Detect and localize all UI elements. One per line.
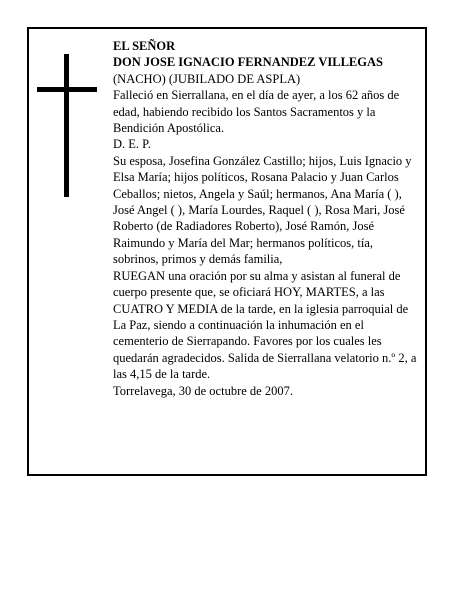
funeral-request: RUEGAN una oración por su alma y asistan al funeral de cuerpo presente que, se oficiará HOY, MARTES, a las CUATRO Y MEDIA de la tarde, en la iglesia parroquial de La Paz, siendo a continuación la inhumación en el cementerio de Sierrapando. Favores por los cuales les quedarán agradecidos. Salida de Sierrallana velatorio n.º 2, a las 4,15 de la tarde.	[113, 268, 417, 382]
notice-heading: EL SEÑOR	[113, 39, 176, 53]
deceased-name: DON JOSE IGNACIO FERNANDEZ VILLEGAS	[113, 55, 383, 70]
family-list: Su esposa, Josefina González Castillo; hijos, Luis Ignacio y Elsa María; hijos políticos, Rosana Palacio y Juan Carlos Ceballos; nietos, Angela y Saúl; hermanos, Ana María ( ), José Angel ( ), María Lourdes, Raquel ( ), Rosa Mari, José Roberto (de Radiadores Roberto), José Ramón, José Raimundo y María del Mar; hermanos políticos, tía, sobrinos, primos y demás familia,	[113, 153, 412, 267]
cross-icon	[37, 54, 97, 197]
cross-horizontal-bar	[37, 87, 97, 92]
place-date: Torrelavega, 30 de octubre de 2007.	[113, 383, 293, 398]
deceased-nickname: (NACHO) (JUBILADO DE ASPLA)	[113, 71, 301, 86]
rip-line: D. E. P.	[113, 137, 151, 152]
cross-vertical-bar	[64, 54, 69, 197]
obituary-text	[113, 38, 417, 399]
death-announcement: Falleció en Sierrallana, en el día de ayer, a los 62 años de edad, habiendo recibido los Santos Sacramentos y la Bendición Apostólica.	[113, 88, 400, 136]
